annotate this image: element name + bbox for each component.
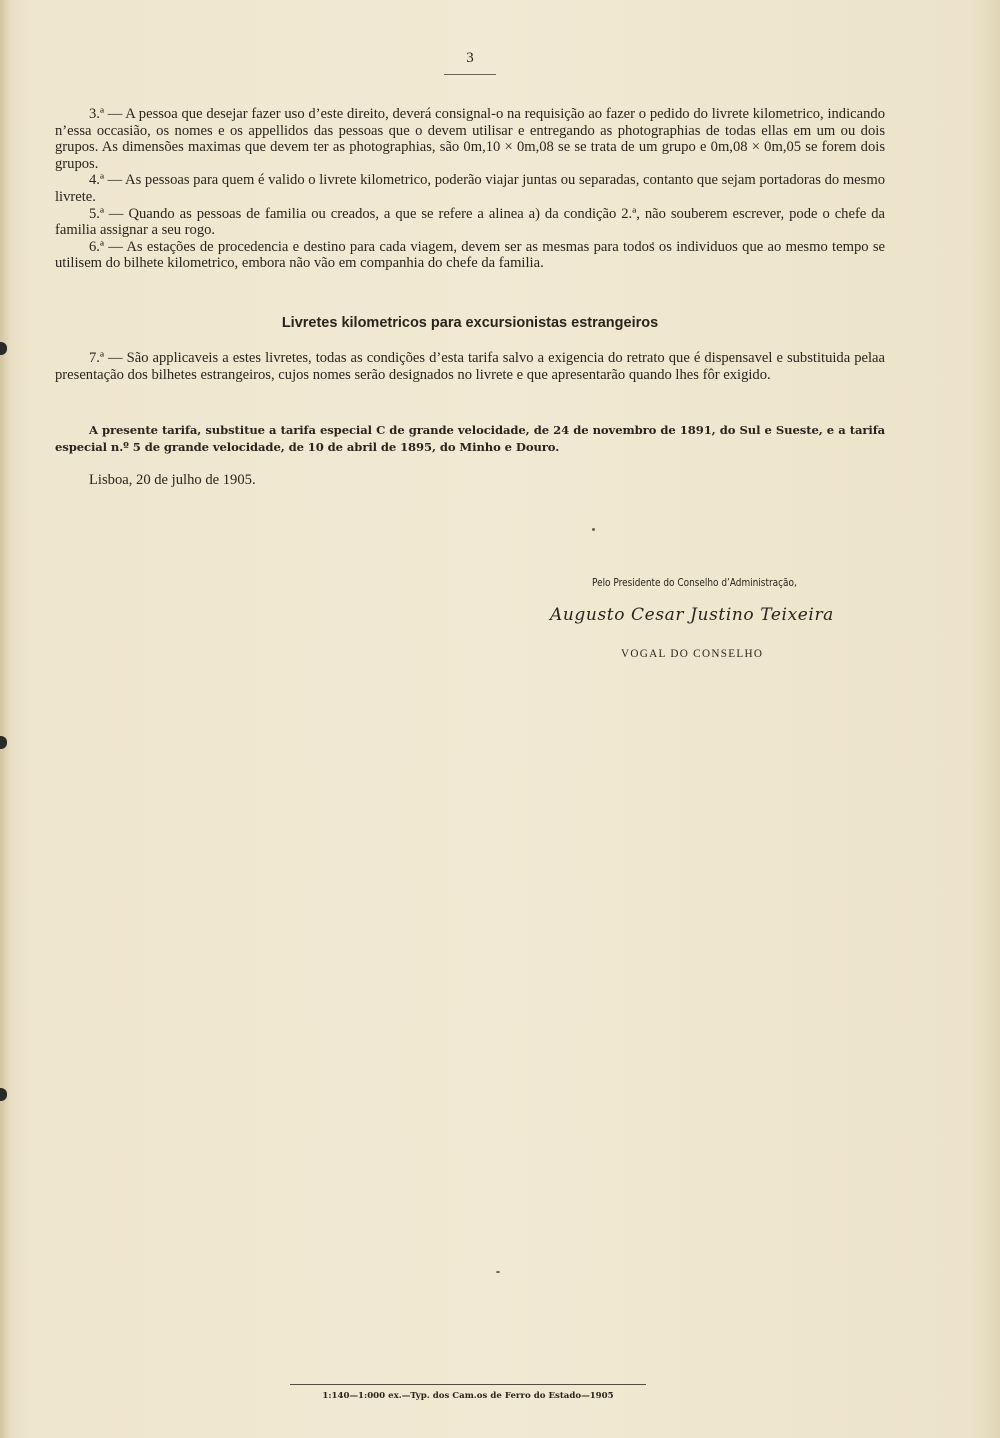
excursion-section [55, 350, 885, 383]
page-number-rule [444, 74, 496, 75]
printer-footer: 1:140—1:000 ex.—Typ. dos Cam.os de Ferro do Estado—1905 [322, 1391, 614, 1401]
signature-name: Augusto Cesar Justino Teixeira [550, 605, 834, 625]
footer-rule [290, 1384, 646, 1385]
condition-paragraph: 3.ª — A pessoa que desejar fazer uso d’este direito, deverá consignal-o na requisição ao fazer o pedido do livrete kilometrico, indicando n’essa occasião, os nomes e os appellidos das pessoas que o devem utilisar e entregando as photographias de todas ellas em um ou dois grupos. As dimensões maximas que devem ter as photographias, são 0m,10 × 0m,08 se se trata de um grupo e 0m,08 × 0m,05 se forem dois grupos. [55, 106, 885, 172]
ink-speck [592, 528, 595, 531]
binding-edge [0, 0, 10, 1438]
signature-caption: Pelo Presidente do Conselho d’Administração, [592, 577, 797, 589]
signature-role: VOGAL DO CONSELHO [621, 648, 764, 660]
conditions-section [55, 106, 885, 272]
page-number: 3 [466, 50, 474, 66]
ink-speck [496, 1271, 500, 1273]
tariff-notice [55, 422, 885, 456]
condition-paragraph: 6.ª — As estações de procedencia e destino para cada viagem, devem ser as mesmas para todos os individuos que ao mesmo tempo se utilisem do bilhete kilometrico, embora não vão em companhia do chefe da familia. [55, 238, 885, 272]
tariff-notice-text: A presente tarifa, substitue a tarifa especial C de grande velocidade, de 24 de novembro de 1891, do Sul e Sueste, e a tarifa especial n.º 5 de grande velocidade, de 10 de abril de 1895, do Minho e Douro. [55, 423, 885, 454]
date-line: Lisboa, 20 de julho de 1905. [89, 472, 256, 488]
condition-paragraph: 4.ª — As pessoas para quem é valido o livrete kilometrico, poderão viajar juntas ou separadas, contanto que sejam portadoras do mesmo livrete. [55, 172, 885, 205]
section-heading: Livretes kilometricos para excursionistas estrangeiros [281, 315, 659, 331]
condition-paragraph: 5.ª — Quando as pessoas de familia ou creados, a que se refere a alinea a) da condição 2.ª, não souberem escrever, pode o chefe da familia assignar a seu rogo. [55, 205, 885, 239]
condition-paragraph: 7.ª — São applicaveis a estes livretes, todas as condições d’esta tarifa salvo a exigencia do retrato que é dispensavel e substituida pelaa presentação dos bilhetes estrangeiros, cujos nomes serão designados no livrete e que apresentarão quando lhes fôr exigido. [55, 350, 885, 383]
